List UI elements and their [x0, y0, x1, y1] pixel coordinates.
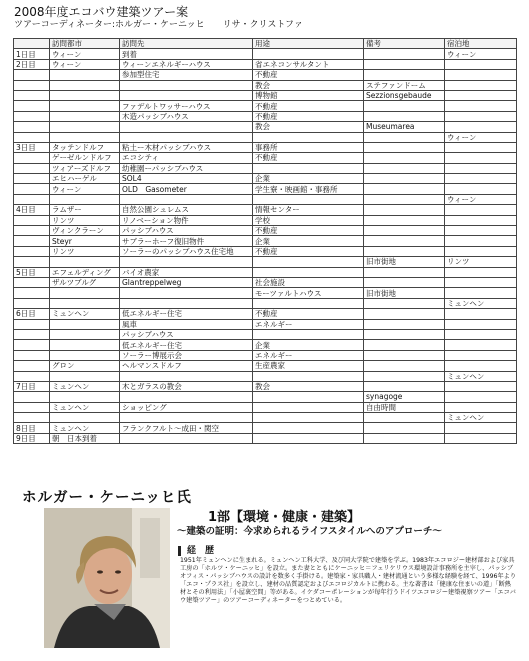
cell-city — [50, 413, 120, 423]
career-label-text: 経 歴 — [187, 546, 215, 556]
header-lodging: 宿泊地 — [445, 39, 517, 49]
table-row — [14, 267, 517, 277]
cell-remarks — [364, 361, 445, 371]
cell-day — [14, 402, 50, 412]
cell-lodging — [445, 340, 517, 350]
cell-day — [14, 340, 50, 350]
cell-remarks: 旧市街地 — [364, 288, 445, 298]
table-row — [14, 433, 517, 443]
cell-day — [14, 277, 50, 287]
cell-destination — [120, 288, 253, 298]
portrait-photo — [44, 508, 170, 648]
cell-city: ヴィンクラーン — [50, 226, 120, 236]
table-row — [14, 184, 517, 194]
cell-lodging — [445, 423, 517, 433]
cell-city: リンツ — [50, 215, 120, 225]
table-row — [14, 350, 517, 360]
cell-lodging — [445, 205, 517, 215]
cell-destination — [120, 433, 253, 443]
cell-purpose: 省エネコンサルタント — [253, 59, 364, 69]
table-row — [14, 246, 517, 256]
cell-remarks: Sezzionsgebaude — [364, 90, 445, 100]
itinerary-table — [13, 38, 517, 444]
cell-day: 5日目 — [14, 267, 50, 277]
header-city: 訪問都市 — [50, 39, 120, 49]
table-row — [14, 142, 517, 152]
header-remarks: 備考 — [364, 39, 445, 49]
cell-destination — [120, 80, 253, 90]
cell-purpose — [253, 132, 364, 142]
cell-lodging — [445, 111, 517, 121]
career-label-bar — [178, 546, 181, 556]
table-row — [14, 80, 517, 90]
cell-day — [14, 163, 50, 173]
table-row — [14, 49, 517, 59]
cell-purpose: 生産農家 — [253, 361, 364, 371]
cell-destination — [120, 122, 253, 132]
cell-day — [14, 122, 50, 132]
table-row — [14, 174, 517, 184]
cell-lodging — [445, 215, 517, 225]
cell-lodging — [445, 59, 517, 69]
section-subtitle: ～建築の証明：今求められるライフスタイルへのアプローチ～ — [177, 526, 442, 537]
cell-city: ウィーン — [50, 184, 120, 194]
cell-remarks — [364, 267, 445, 277]
cell-city: リンツ — [50, 246, 120, 256]
cell-destination: 粘土ー木材パッシブハウス — [120, 142, 253, 152]
cell-lodging — [445, 309, 517, 319]
cell-day — [14, 319, 50, 329]
cell-day — [14, 153, 50, 163]
table-row — [14, 413, 517, 423]
cell-remarks — [364, 184, 445, 194]
cell-destination: ショッピング — [120, 402, 253, 412]
itinerary-header — [14, 39, 517, 49]
cell-destination: 低エネルギー住宅 — [120, 340, 253, 350]
cell-lodging — [445, 101, 517, 111]
cell-remarks — [364, 101, 445, 111]
cell-lodging — [445, 90, 517, 100]
cell-lodging: リンツ — [445, 257, 517, 267]
cell-day — [14, 413, 50, 423]
cell-city — [50, 371, 120, 381]
cell-day — [14, 361, 50, 371]
header-destination: 訪問先 — [120, 39, 253, 49]
cell-day: 8日目 — [14, 423, 50, 433]
cell-destination: ウィーンエネルギーハウス — [120, 59, 253, 69]
cell-city: ウィーン — [50, 59, 120, 69]
cell-purpose — [253, 433, 364, 443]
cell-remarks — [364, 423, 445, 433]
cell-purpose — [253, 413, 364, 423]
cell-remarks — [364, 142, 445, 152]
cell-city — [50, 329, 120, 339]
cell-destination — [120, 257, 253, 267]
cell-destination: 参加型住宅 — [120, 70, 253, 80]
cell-lodging — [445, 350, 517, 360]
cell-city: Steyr — [50, 236, 120, 246]
table-row — [14, 423, 517, 433]
cell-purpose: エネルギー — [253, 319, 364, 329]
cell-lodging — [445, 433, 517, 443]
cell-purpose: 事務所 — [253, 142, 364, 152]
cell-city — [50, 392, 120, 402]
cell-destination: サブラーホーフ復旧物件 — [120, 236, 253, 246]
table-row — [14, 194, 517, 204]
cell-destination — [120, 371, 253, 381]
cell-city — [50, 111, 120, 121]
cell-purpose: 情報センター — [253, 205, 364, 215]
cell-remarks: synagoge — [364, 392, 445, 402]
cell-purpose — [253, 257, 364, 267]
cell-lodging — [445, 80, 517, 90]
cell-purpose: 社会施設 — [253, 277, 364, 287]
cell-lodging — [445, 277, 517, 287]
cell-day — [14, 111, 50, 121]
cell-day — [14, 215, 50, 225]
cell-city: ミュンヘン — [50, 381, 120, 391]
cell-lodging — [445, 142, 517, 152]
cell-remarks — [364, 70, 445, 80]
cell-purpose: 教会 — [253, 122, 364, 132]
table-row — [14, 309, 517, 319]
cell-purpose: 不動産 — [253, 101, 364, 111]
cell-day — [14, 101, 50, 111]
cell-city — [50, 257, 120, 267]
table-row — [14, 392, 517, 402]
cell-day — [14, 298, 50, 308]
cell-lodging: ウィーン — [445, 194, 517, 204]
cell-remarks — [364, 111, 445, 121]
table-row — [14, 298, 517, 308]
table-row — [14, 59, 517, 69]
cell-purpose — [253, 423, 364, 433]
cell-destination: OLD Gasometer — [120, 184, 253, 194]
cell-day — [14, 392, 50, 402]
cell-city — [50, 122, 120, 132]
cell-lodging — [445, 392, 517, 402]
header-day — [14, 39, 50, 49]
cell-remarks — [364, 319, 445, 329]
cell-purpose: 企業 — [253, 236, 364, 246]
cell-lodging — [445, 267, 517, 277]
cell-lodging: ウィーン — [445, 132, 517, 142]
cell-remarks — [364, 236, 445, 246]
cell-purpose — [253, 298, 364, 308]
cell-city — [50, 101, 120, 111]
cell-destination: 幼稚園ーパッシブハウス — [120, 163, 253, 173]
cell-city — [50, 288, 120, 298]
cell-destination — [120, 132, 253, 142]
cell-city: 朝 日本到着 — [50, 433, 120, 443]
cell-lodging — [445, 122, 517, 132]
cell-destination: ファデルトワッサーハウス — [120, 101, 253, 111]
cell-day — [14, 80, 50, 90]
cell-city — [50, 350, 120, 360]
table-row — [14, 277, 517, 287]
table-row — [14, 288, 517, 298]
cell-destination — [120, 194, 253, 204]
table-row — [14, 215, 517, 225]
cell-destination: フランクフルト～成田・関空 — [120, 423, 253, 433]
cell-remarks: 自由時間 — [364, 402, 445, 412]
cell-purpose: 博物館 — [253, 90, 364, 100]
cell-destination: エコシティ — [120, 153, 253, 163]
cell-destination: ソーラーのパッシブハウス住宅地 — [120, 246, 253, 256]
table-row — [14, 361, 517, 371]
cell-remarks — [364, 163, 445, 173]
cell-city — [50, 132, 120, 142]
cell-destination — [120, 413, 253, 423]
cell-lodging — [445, 236, 517, 246]
cell-lodging — [445, 226, 517, 236]
cell-remarks — [364, 433, 445, 443]
cell-day — [14, 174, 50, 184]
table-row — [14, 205, 517, 215]
cell-purpose — [253, 163, 364, 173]
cell-day — [14, 132, 50, 142]
cell-remarks — [364, 59, 445, 69]
cell-city: グロン — [50, 361, 120, 371]
document-title: 2008年度エコバウ建築ツアー案 — [14, 5, 189, 19]
cell-lodging — [445, 153, 517, 163]
cell-purpose: 企業 — [253, 174, 364, 184]
table-row — [14, 226, 517, 236]
cell-remarks — [364, 226, 445, 236]
cell-destination: 到着 — [120, 49, 253, 59]
cell-destination: 木造パッシブハウス — [120, 111, 253, 121]
cell-day — [14, 194, 50, 204]
table-row — [14, 153, 517, 163]
cell-purpose: 不動産 — [253, 111, 364, 121]
cell-day: 7日目 — [14, 381, 50, 391]
cell-city: エフェルディング — [50, 267, 120, 277]
cell-city — [50, 340, 120, 350]
cell-day: 1日目 — [14, 49, 50, 59]
cell-remarks: ステファンドーム — [364, 80, 445, 90]
cell-lodging — [445, 381, 517, 391]
table-row — [14, 236, 517, 246]
cell-day — [14, 350, 50, 360]
cell-lodging — [445, 361, 517, 371]
cell-city — [50, 194, 120, 204]
cell-city: ミュンヘン — [50, 309, 120, 319]
cell-remarks — [364, 174, 445, 184]
cell-city: タッテンドルフ — [50, 142, 120, 152]
cell-purpose: エネルギー — [253, 350, 364, 360]
cell-destination: 自然公園シュレムス — [120, 205, 253, 215]
table-row — [14, 163, 517, 173]
cell-lodging: ウィーン — [445, 49, 517, 59]
cell-remarks: Museumarea — [364, 122, 445, 132]
cell-remarks — [364, 49, 445, 59]
cell-destination: Glantreppelweg — [120, 277, 253, 287]
cell-purpose: モーツァルトハウス — [253, 288, 364, 298]
cell-lodging — [445, 246, 517, 256]
cell-purpose: 不動産 — [253, 153, 364, 163]
table-row — [14, 329, 517, 339]
cell-lodging — [445, 329, 517, 339]
cell-lodging: ミュンヘン — [445, 298, 517, 308]
cell-remarks — [364, 413, 445, 423]
cell-remarks — [364, 205, 445, 215]
cell-day — [14, 257, 50, 267]
cell-purpose: 不動産 — [253, 226, 364, 236]
table-row — [14, 371, 517, 381]
cell-purpose: 教会 — [253, 80, 364, 90]
cell-day — [14, 329, 50, 339]
cell-city: ミュンヘン — [50, 423, 120, 433]
cell-destination: 木とガラスの教会 — [120, 381, 253, 391]
cell-remarks — [364, 215, 445, 225]
cell-purpose — [253, 194, 364, 204]
cell-purpose: 教会 — [253, 381, 364, 391]
cell-lodging — [445, 319, 517, 329]
cell-day — [14, 236, 50, 246]
cell-destination: バイオ農家 — [120, 267, 253, 277]
cell-day — [14, 246, 50, 256]
cell-purpose: 企業 — [253, 340, 364, 350]
cell-remarks — [364, 350, 445, 360]
cell-purpose — [253, 371, 364, 381]
cell-remarks — [364, 381, 445, 391]
cell-remarks — [364, 246, 445, 256]
cell-lodging — [445, 288, 517, 298]
cell-destination — [120, 392, 253, 402]
cell-remarks — [364, 194, 445, 204]
cell-remarks — [364, 340, 445, 350]
table-row — [14, 132, 517, 142]
cell-city — [50, 298, 120, 308]
cell-lodging — [445, 70, 517, 80]
career-text: 1951年ミュンヘンに生まれる。ミュンヘン工科大学、及び同大学院で建築を学ぶ。1983年エコロジー建材部および家具工房の「ホルツ・ケーニッヒ」を設立。また妻とともにケーニッヒ＝フェリケリウス環境設計事務所を主宰し、パッシブオフィス・パッシブハウスの設計を数多く手掛ける。建築家・家具職人・建材流通という多様な経験を経て、1996年より「エコ・プラス社」を設立し、建材の品質認定およびエコロジカルトに携わる。主な著書は「健康な住まいの道」「断熱材とその利用法」「小屋裏空間」等がある。イケダコーポレーションが毎年行うドイツエコロジー建築視察ツアー「エコバウ建築ツアー」のツアーコーディネーターをつとめている。 — [180, 557, 517, 605]
cell-day — [14, 371, 50, 381]
cell-city — [50, 319, 120, 329]
cell-city — [50, 70, 120, 80]
cell-day: 2日目 — [14, 59, 50, 69]
table-header-row — [14, 39, 517, 49]
table-row — [14, 381, 517, 391]
cell-purpose: 不動産 — [253, 309, 364, 319]
cell-destination: パッシブハウス — [120, 226, 253, 236]
section-title: 1部【環境・健康・建築】 — [208, 510, 361, 525]
cell-lodging — [445, 402, 517, 412]
cell-lodging — [445, 184, 517, 194]
cell-remarks — [364, 153, 445, 163]
cell-destination — [120, 298, 253, 308]
table-row — [14, 101, 517, 111]
cell-destination: 低エネルギー住宅 — [120, 309, 253, 319]
cell-lodging: ミュンヘン — [445, 413, 517, 423]
table-row — [14, 111, 517, 121]
cell-remarks — [364, 309, 445, 319]
cell-day: 3日目 — [14, 142, 50, 152]
cell-day — [14, 70, 50, 80]
cell-purpose — [253, 402, 364, 412]
cell-day: 9日目 — [14, 433, 50, 443]
cell-city: エヒハーゲル — [50, 174, 120, 184]
cell-lodging — [445, 174, 517, 184]
cell-day — [14, 226, 50, 236]
cell-day — [14, 90, 50, 100]
cell-destination: SOL4 — [120, 174, 253, 184]
cell-remarks — [364, 371, 445, 381]
cell-city: ザルツブルグ — [50, 277, 120, 287]
cell-city — [50, 90, 120, 100]
cell-remarks — [364, 277, 445, 287]
table-row — [14, 70, 517, 80]
itinerary-body — [14, 49, 517, 444]
document-subtitle: ツアーコーディネーター:ホルガー・ケーニッヒ リサ・クリストファ — [14, 20, 303, 30]
table-row — [14, 402, 517, 412]
cell-destination: パッシブハウス — [120, 329, 253, 339]
cell-city: ツィアーズドルフ — [50, 163, 120, 173]
cell-lodging — [445, 163, 517, 173]
portrait-illustration — [44, 508, 170, 648]
cell-purpose: 学生寮・映画館・事務所 — [253, 184, 364, 194]
cell-city: ゲーゼルンドルフ — [50, 153, 120, 163]
table-row — [14, 340, 517, 350]
cell-destination: リノベーション物件 — [120, 215, 253, 225]
cell-remarks — [364, 132, 445, 142]
cell-city: ミュンヘン — [50, 402, 120, 412]
cell-purpose — [253, 392, 364, 402]
cell-purpose: 学校 — [253, 215, 364, 225]
career-label — [178, 543, 214, 556]
cell-purpose: 不動産 — [253, 246, 364, 256]
cell-city: ウィーン — [50, 49, 120, 59]
cell-lodging: ミュンヘン — [445, 371, 517, 381]
table-row — [14, 257, 517, 267]
cell-day — [14, 184, 50, 194]
profile-heading: ホルガー・ケーニッヒ氏 — [22, 490, 192, 506]
table-row — [14, 319, 517, 329]
cell-purpose: 不動産 — [253, 70, 364, 80]
cell-destination: ソーラー博展示会 — [120, 350, 253, 360]
cell-remarks: 旧市街地 — [364, 257, 445, 267]
cell-day: 4日目 — [14, 205, 50, 215]
cell-city — [50, 80, 120, 90]
table-row — [14, 122, 517, 132]
cell-purpose — [253, 267, 364, 277]
cell-day: 6日目 — [14, 309, 50, 319]
cell-destination — [120, 90, 253, 100]
table-row — [14, 90, 517, 100]
cell-destination: ヘルマンスドルフ — [120, 361, 253, 371]
cell-remarks — [364, 298, 445, 308]
cell-remarks — [364, 329, 445, 339]
cell-purpose — [253, 49, 364, 59]
cell-destination: 風車 — [120, 319, 253, 329]
cell-purpose — [253, 329, 364, 339]
header-purpose: 用途 — [253, 39, 364, 49]
cell-day — [14, 288, 50, 298]
cell-city: ラムザー — [50, 205, 120, 215]
